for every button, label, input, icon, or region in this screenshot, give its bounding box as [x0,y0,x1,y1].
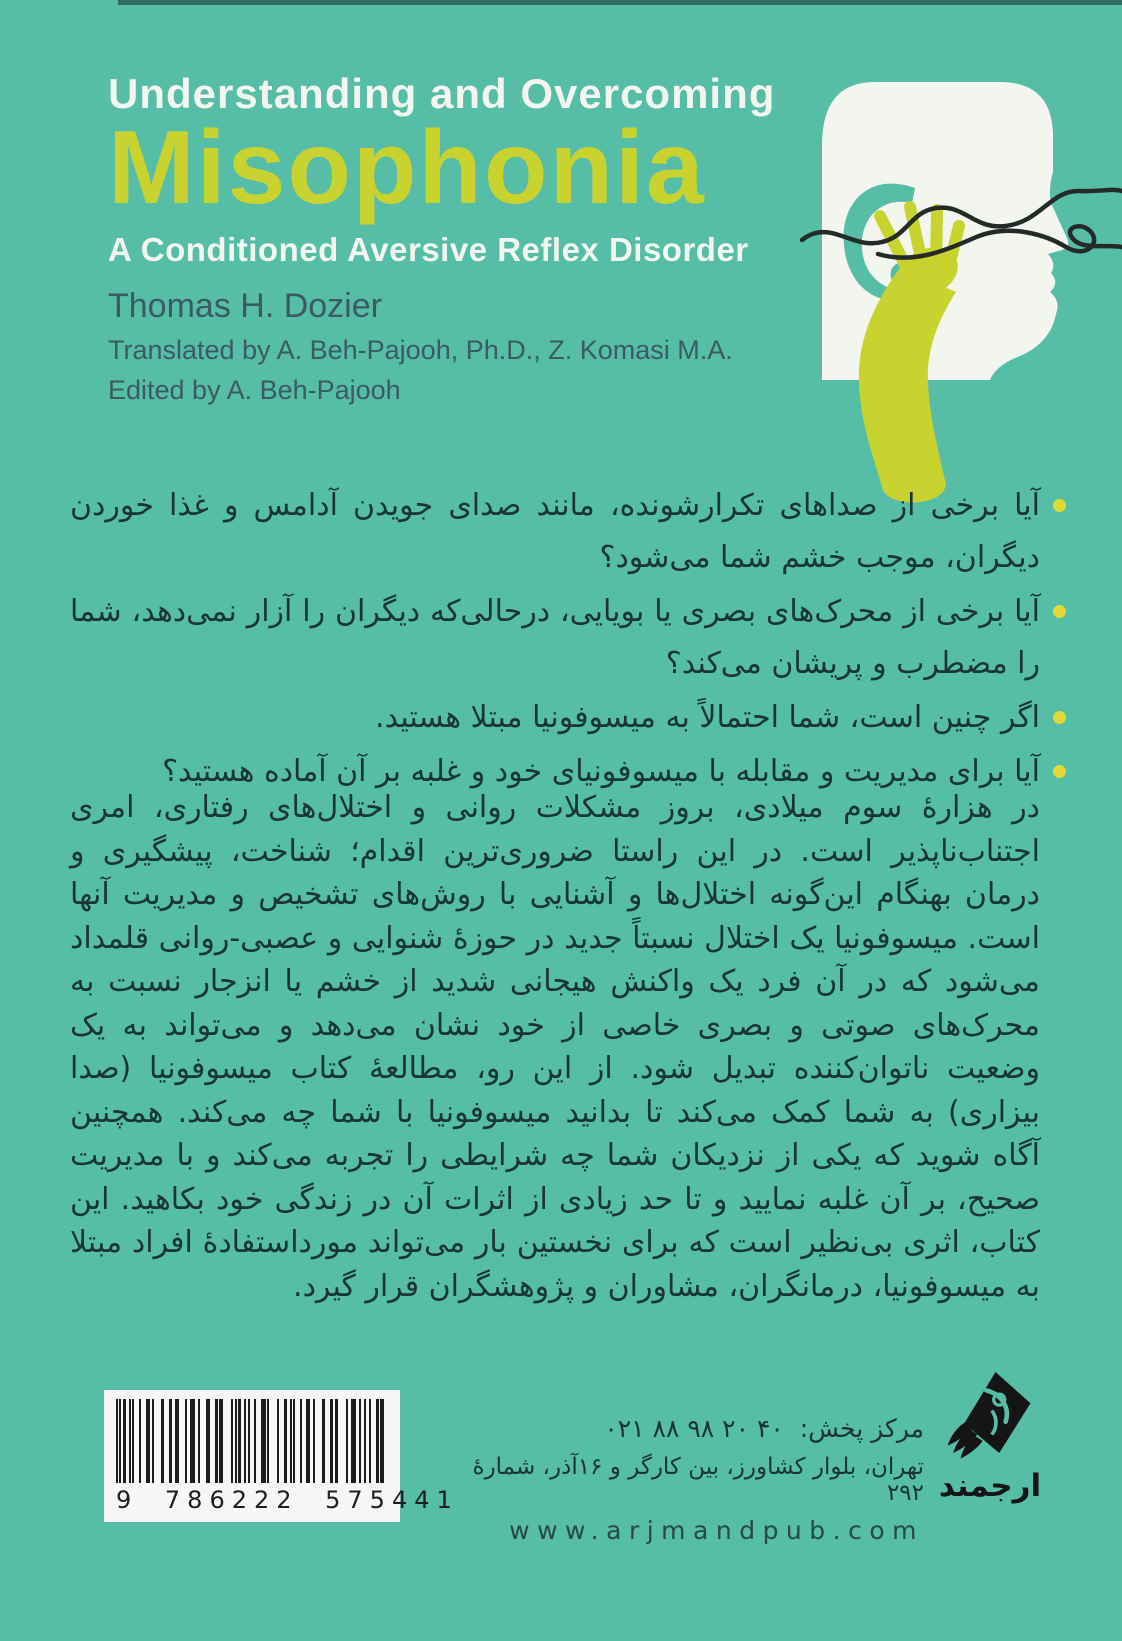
publisher-address: تهران، بلوار کشاورز، بین کارگر و ۱۶آذر، شمارهٔ ۲۹۲ [472,1454,924,1506]
bullet-dot-icon [1053,711,1066,724]
publisher-logo-area [934,1362,1046,1504]
description-paragraph: در هزارهٔ سوم میلادی، بروز مشکلات روانی و اختلال‌های رفتاری، امری اجتناب‌ناپذیر است. در این راستا ضروری‌ترین اقدام؛ شناخت، پیشگیری و درمان بهنگام این‌گونه اختلال‌ها و آشنایی با روش‌های تشخیص و مدیریت آنها است. میسوفونیا یک اختلال نسبتاً جدید در حوزهٔ شنوایی و عصبی-روانی قلمداد می‌شود که در آن فرد یک واکنش هیجانی شدید از خشم یا انزجار نسبت به محرک‌های صوتی و بصری خاصی از خود نشان می‌دهد و می‌تواند به یک وضعیت ناتوان‌کننده تبدیل شود. از این رو، مطالعهٔ کتاب میسوفونیا (صدا بیزاری) به شما کمک می‌کند تا بدانید میسوفونیا با شما چه می‌کند. همچنین آگاه شوید که یکی از نزدیکان شما چه شرایطی را تجربه می‌کند و با مدیریت صحیح، بر آن غلبه نمایید و تا حد زیادی از اثرات آن در زندگی خود بکاهید. این کتاب، اثری بی‌نظیر است که برای نخستین بار می‌تواند مورداستفادهٔ افراد مبتلا به میسوفونیا، درمانگران، مشاوران و پژوهشگران قرار گیرد. [70,790,1040,1304]
distribution-phone-line [436,1414,924,1443]
publisher-website: www.arjmandpub.com [509,1516,924,1545]
list-item [70,692,1040,744]
translators-credit: Translated by A. Beh-Pajooh, Ph.D., Z. Komasi M.A. [108,335,733,366]
bullet-text: آیا برخی از صداهای تکرارشونده، مانند صدای جویدن آدامس و غذا خوردن دیگران، موجب خشم شما می‌شود؟ [70,488,1040,575]
distribution-label: مرکز پخش: [799,1414,924,1443]
isbn-number: 9 786222 575441 [116,1486,459,1514]
subtitle: A Conditioned Aversive Reflex Disorder [108,231,749,269]
arjmand-logo-icon [944,1370,1036,1466]
bullet-question-list [70,480,1040,800]
title-block [108,70,808,406]
title-main: Misophonia [108,110,706,226]
bullet-dot-icon [1053,499,1066,512]
scan-edge-line [118,0,1122,5]
phone-number: ۰۲۱ ۸۸ ۹۸ ۲۰ ۴۰ [604,1414,784,1443]
barcode-bars [116,1399,388,1483]
bullet-text: آیا برخی از محرک‌های بصری یا بویایی، درحالی‌که دیگران را آزار نمی‌دهد، شما را مضطرب و پریشان می‌کند؟ [70,594,1040,681]
bullet-text: آیا برای مدیریت و مقابله با میسوفونیای خود و غلبه بر آن آماده هستید؟ [162,754,1040,789]
publisher-contact [436,1362,924,1545]
publisher-block [436,1362,1046,1545]
publisher-name: ارجمند [938,1468,1042,1504]
bullet-dot-icon [1053,605,1066,618]
bullet-dot-icon [1053,765,1066,778]
editor-credit: Edited by A. Beh-Pajooh [108,375,401,406]
list-item [70,586,1040,690]
author-name: Thomas H. Dozier [108,287,382,326]
isbn-barcode [104,1390,459,1522]
bullet-text: اگر چنین است، شما احتمالاً به میسوفونیا مبتلا هستید. [375,700,1040,735]
list-item [70,480,1040,584]
title-line1: Understanding and Overcoming [108,70,776,117]
